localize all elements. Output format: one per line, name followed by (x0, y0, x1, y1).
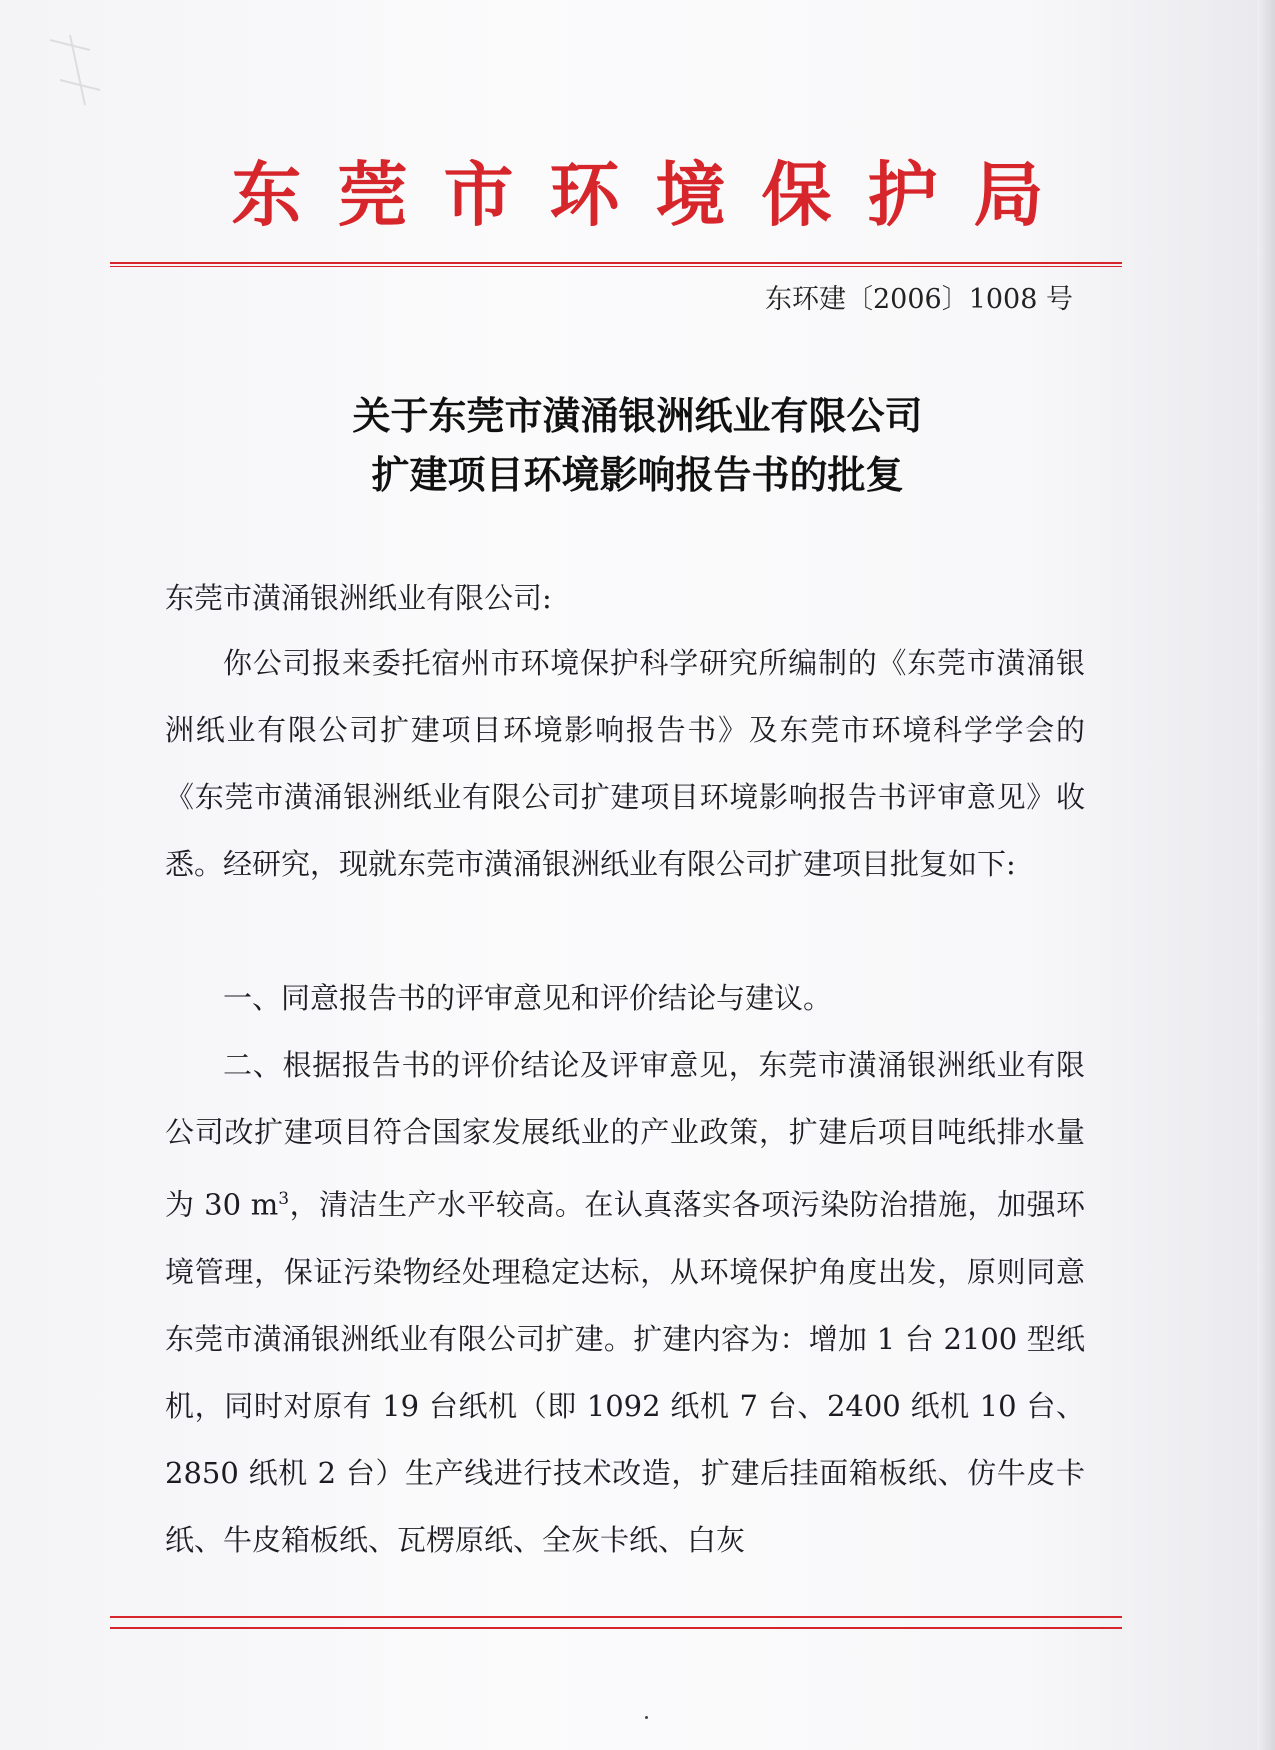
paragraph-item-2-part-b: ，清洁生产水平较高。在认真落实各项污染防治措施，加强环境管理，保证污染物经处理稳定达标，从环境保护角度出发，原则同意东莞市潢涌银洲纸业有限公司扩建。扩建内容为：增加 1 台 2100 型纸机，同时对原有 19 台纸机（即 1092 纸机 7 台、2400 纸机 10 台、2850 纸机 2 台）生产线进行技术改造，扩建后挂面箱板纸、仿牛皮卡纸、牛皮箱板纸、瓦楞原纸、全灰卡纸、白灰 (165, 1187, 1085, 1557)
header-rule-top (110, 262, 1122, 264)
footer-rule-bottom (110, 1627, 1122, 1629)
paragraph-item-1: 一、同意报告书的评审意见和评价结论与建议。 (223, 981, 833, 1015)
document-number: 东环建〔2006〕1008 号 (764, 284, 1073, 315)
recipient: 东莞市潢涌银洲纸业有限公司: (165, 581, 552, 615)
paragraph-item-2 (165, 1032, 1085, 1574)
paper-edge-shadow (1257, 0, 1275, 1750)
staple-mark (30, 20, 120, 120)
header-rule-thin (110, 266, 1122, 267)
document-title-line-1: 关于东莞市潢涌银洲纸业有限公司 (352, 393, 923, 438)
document-title-line-2: 扩建项目环境影响报告书的批复 (371, 452, 904, 497)
superscript-cubic: 3 (278, 1189, 290, 1209)
paragraph-item-2-part-a: 二、根据报告书的评价结论及评审意见，东莞市潢涌银洲纸业有限公司改扩建项目符合国家发展纸业的产业政策，扩建后项目吨纸排水量为 30 m (165, 1048, 1085, 1222)
page-dot-mark (645, 1716, 648, 1719)
agency-letterhead: 东莞市环境保护局 (231, 153, 1080, 236)
footer-rule-top (110, 1616, 1122, 1618)
paragraph-intro: 你公司报来委托宿州市环境保护科学研究所编制的《东莞市潢涌银洲纸业有限公司扩建项目环境影响报告书》及东莞市环境科学学会的《东莞市潢涌银洲纸业有限公司扩建项目环境影响报告书评审意见》收悉。经研究，现就东莞市潢涌银洲纸业有限公司扩建项目批复如下: (165, 646, 1085, 881)
